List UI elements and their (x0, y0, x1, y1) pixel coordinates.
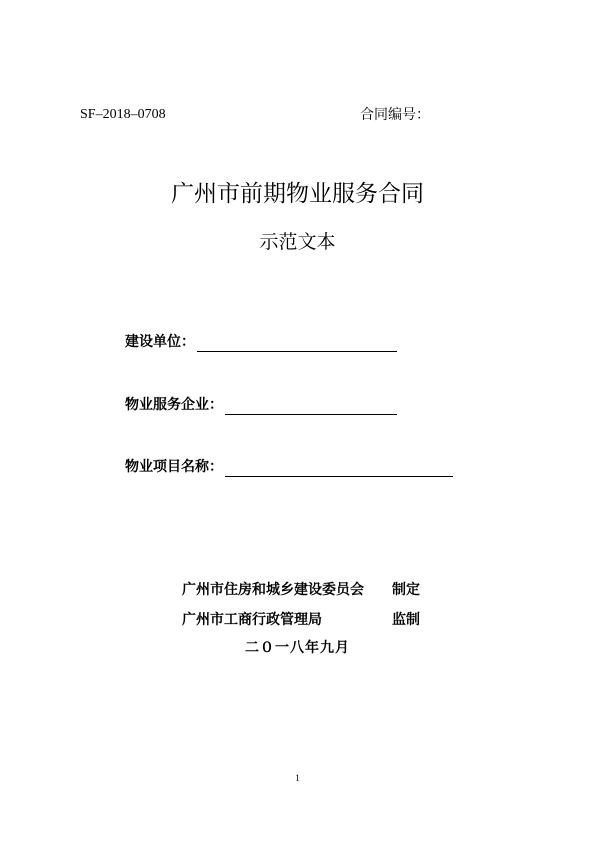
developer-blank-line (197, 335, 397, 352)
page-number: 1 (295, 773, 300, 783)
property-company-field (125, 393, 397, 415)
issuer-org-1: 广州市住房和城乡建设委员会 (182, 582, 364, 598)
document-code: SF–2018–0708 (80, 107, 166, 122)
property-company-label: 物业服务企业： (125, 397, 223, 413)
project-name-field (125, 455, 453, 477)
developer-field (125, 330, 397, 352)
project-name-label: 物业项目名称： (125, 459, 223, 475)
issuer-org-2: 广州市工商行政管理局 (182, 612, 322, 628)
contract-number-label: 合同编号： (360, 107, 430, 123)
document-subtitle: 示范文本 (259, 231, 336, 253)
issuer-role-2: 监制 (392, 612, 420, 628)
property-company-blank-line (225, 398, 397, 415)
document-title: 广州市前期物业服务合同 (171, 181, 424, 207)
issuer-role-1: 制定 (392, 582, 420, 598)
developer-label: 建设单位： (125, 334, 195, 350)
issue-date: 二０一八年九月 (245, 640, 350, 656)
project-name-blank-line (225, 460, 453, 477)
